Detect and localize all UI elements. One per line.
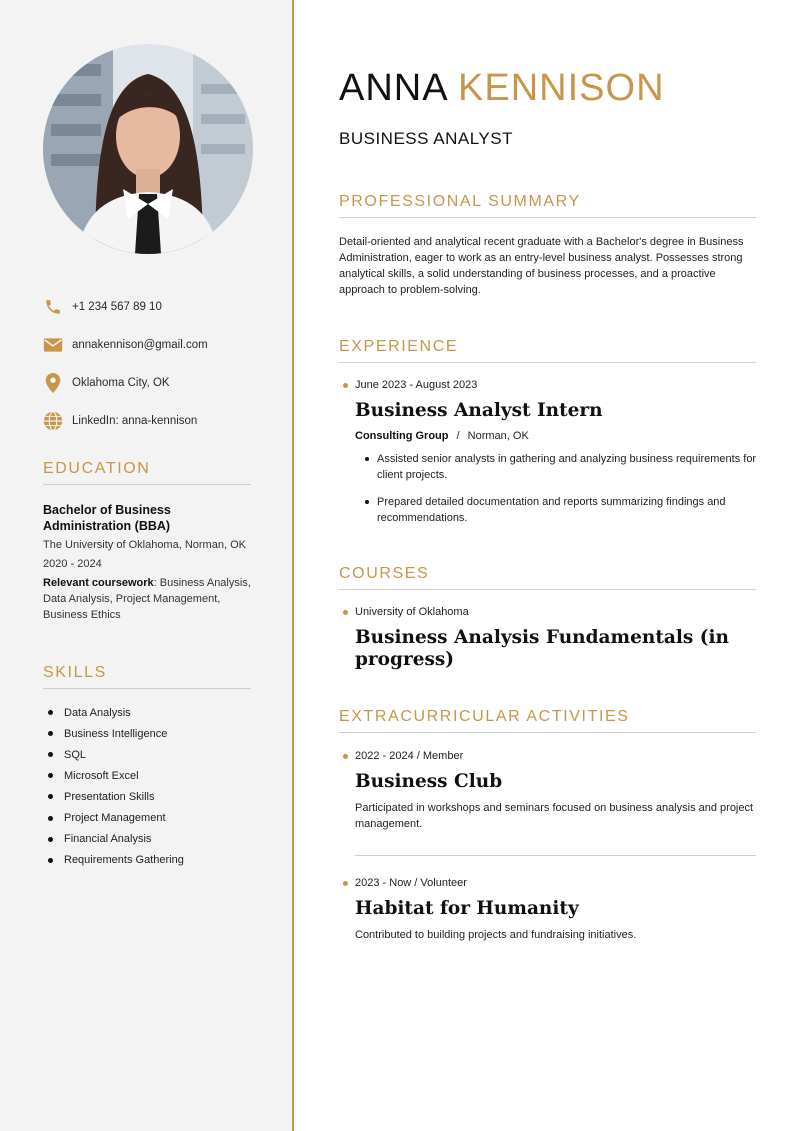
last-name: KENNISON — [458, 67, 665, 109]
activities-heading: EXTRACURRICULAR ACTIVITIES — [339, 708, 756, 733]
list-item: Assisted senior analysts in gathering and analyzing business requirements for client projects. — [362, 451, 772, 483]
skill-item: Business Intelligence — [48, 723, 268, 744]
location-text: Oklahoma City, OK — [72, 377, 170, 389]
email-address: annakennison@gmail.com — [72, 339, 208, 351]
courses-heading: COURSES — [339, 565, 756, 590]
portrait-image — [43, 44, 253, 254]
activity-desc: Participated in workshops and seminars focused on business analysis and project management. — [355, 802, 754, 830]
summary-heading: PROFESSIONAL SUMMARY — [339, 193, 756, 218]
candidate-name — [339, 66, 665, 110]
location-pin-icon — [43, 373, 63, 393]
skill-item: Microsoft Excel — [48, 765, 268, 786]
activity-title: Business Club — [355, 771, 503, 792]
education-school: The University of Oklahoma, Norman, OK — [43, 539, 246, 551]
sidebar — [0, 0, 294, 1131]
education-coursework — [43, 575, 258, 623]
skill-item: Data Analysis — [48, 702, 268, 723]
bullet-dot — [343, 610, 348, 615]
first-name: ANNA — [339, 67, 447, 109]
activity-meta: 2023 - Now / Volunteer — [343, 877, 467, 889]
education-degree: Bachelor of Business Administration (BBA) — [43, 503, 171, 533]
profile-photo — [43, 44, 253, 254]
education-heading: EDUCATION — [43, 460, 251, 485]
skills-heading: SKILLS — [43, 664, 251, 689]
skill-item: Presentation Skills — [48, 786, 268, 807]
coursework-label: Relevant coursework — [43, 577, 154, 589]
contact-list — [43, 288, 263, 440]
education-years: 2020 - 2024 — [43, 558, 102, 570]
experience-company-line — [355, 430, 529, 442]
bullet-dot — [343, 383, 348, 388]
experience-bullets — [362, 451, 772, 537]
activity-title: Habitat for Humanity — [355, 898, 579, 919]
bullet-dot — [343, 754, 348, 759]
contact-phone — [43, 288, 263, 326]
contact-location — [43, 364, 263, 402]
bullet-dot — [343, 881, 348, 886]
company-separator: / — [456, 430, 460, 442]
phone-icon — [43, 297, 63, 317]
skills-list — [48, 702, 268, 871]
education-section — [43, 502, 258, 623]
contact-linkedin — [43, 402, 263, 440]
experience-title: Business Analyst Intern — [355, 400, 603, 421]
skill-item: Financial Analysis — [48, 829, 268, 850]
skill-item: Project Management — [48, 807, 268, 828]
company-name: Consulting Group — [355, 430, 449, 442]
contact-email — [43, 326, 263, 364]
mail-icon — [43, 335, 63, 355]
coursework-text: : Business Analysis, Data Analysis, Project Management, Business Ethics — [43, 577, 251, 621]
linkedin-text: LinkedIn: anna-kennison — [72, 415, 198, 427]
skill-item: Requirements Gathering — [48, 850, 268, 871]
activity-meta: 2022 - 2024 / Member — [343, 750, 463, 762]
list-item: Prepared detailed documentation and reports summarizing findings and recommendations. — [362, 494, 772, 526]
experience-dates: June 2023 - August 2023 — [343, 379, 477, 391]
activity-desc: Contributed to building projects and fundraising initiatives. — [355, 929, 637, 941]
course-title: Business Analysis Fundamentals (in progress) — [355, 627, 729, 670]
company-location: Norman, OK — [467, 430, 529, 442]
skill-item: SQL — [48, 744, 268, 765]
phone-number: +1 234 567 89 10 — [72, 301, 162, 313]
experience-heading: EXPERIENCE — [339, 338, 756, 363]
job-title: BUSINESS ANALYST — [339, 129, 513, 148]
divider — [355, 855, 756, 856]
course-institution: University of Oklahoma — [343, 606, 469, 618]
globe-icon — [43, 411, 63, 431]
summary-text: Detail-oriented and analytical recent graduate with a Bachelor's degree in Business Administration, eager to work as an entry-level business analyst. Possesses strong analytical skills, a solid understanding of business processes, and a proactive approach to problem-solving. — [339, 236, 744, 296]
